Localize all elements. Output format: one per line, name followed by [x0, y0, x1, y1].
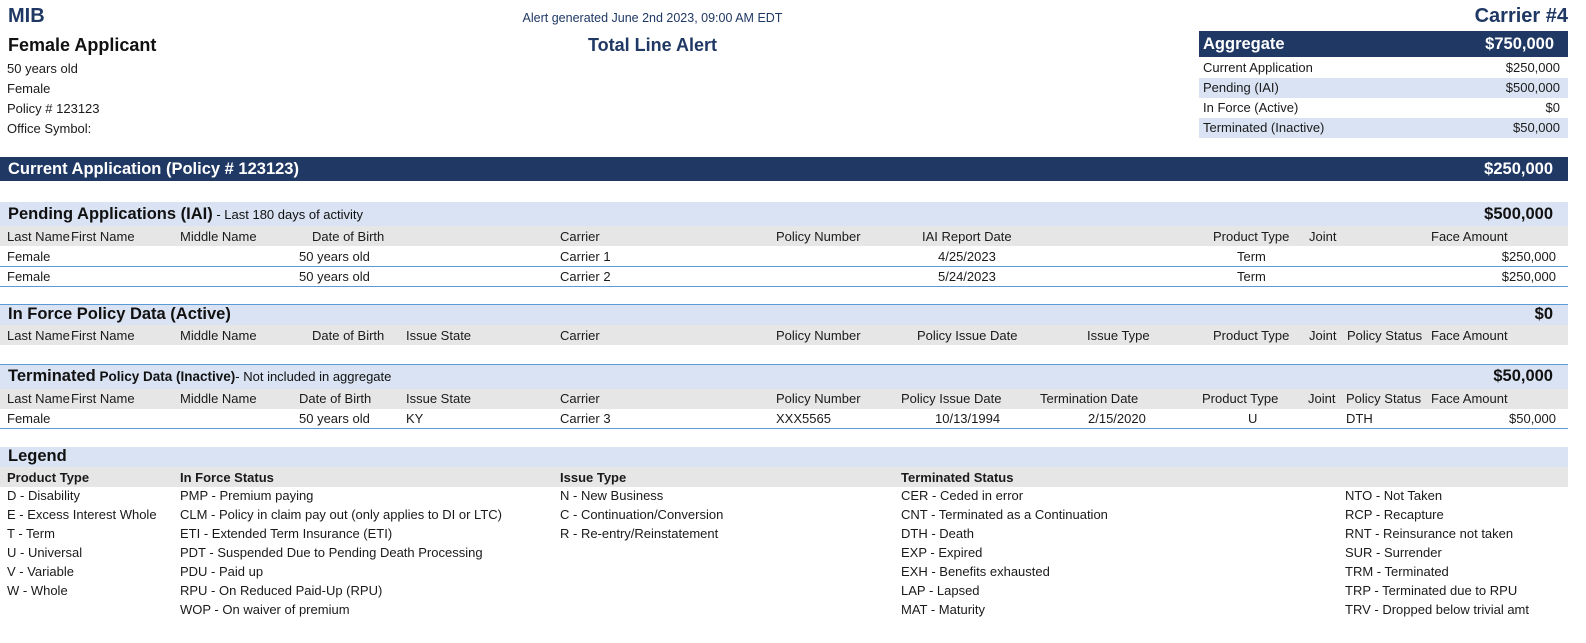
cell-carrier: Carrier 2 [560, 269, 611, 284]
col-issue-type: Issue Type [1087, 328, 1150, 343]
terminated-title-mid: Policy Data (Inactive) [95, 369, 236, 384]
col-dob: Date of Birth [312, 328, 385, 343]
col-termination-date: Termination Date [1040, 391, 1139, 406]
col-iai-report-date: IAI Report Date [922, 229, 1012, 244]
legend-item: TRV - Dropped below trivial amt [1345, 602, 1529, 617]
col-product-type: Product Type [1213, 328, 1290, 343]
applicant-policy: Policy # 123123 [7, 101, 100, 116]
in-force-section-bar [0, 305, 1568, 325]
cell-policy-status: DTH [1346, 411, 1373, 426]
pending-section-title [8, 205, 363, 224]
legend-item: N - New Business [560, 488, 664, 503]
legend-item: CNT - Terminated as a Continuation [901, 507, 1108, 522]
col-middle-name: Middle Name [180, 391, 257, 406]
table-row [0, 246, 1568, 266]
cell-termination-date: 2/15/2020 [1088, 411, 1146, 426]
legend-heading-product-type: Product Type [7, 470, 90, 485]
col-middle-name: Middle Name [180, 229, 257, 244]
col-carrier: Carrier [560, 229, 600, 244]
legend-item: R - Re-entry/Reinstatement [560, 526, 719, 541]
cell-face-amount: $50,000 [1509, 411, 1556, 426]
legend-item: NTO - Not Taken [1345, 488, 1443, 503]
legend-item: D - Disability [7, 488, 80, 503]
pending-amount: $500,000 [1484, 205, 1553, 223]
aggregate-row-label: Terminated (Inactive) [1203, 120, 1325, 135]
aggregate-header [1199, 31, 1568, 57]
legend-item: WOP - On waiver of premium [180, 602, 350, 617]
col-policy-issue-date: Policy Issue Date [917, 328, 1018, 343]
legend-heading-issue-type: Issue Type [560, 470, 627, 485]
brand-logo-text: MIB [8, 5, 45, 27]
cell-dob: 50 years old [299, 269, 370, 284]
col-issue-state: Issue State [406, 328, 472, 343]
terminated-subtitle: - Not included in aggregate [235, 369, 392, 384]
aggregate-row-value: $0 [1545, 100, 1560, 115]
cell-carrier: Carrier 1 [560, 249, 611, 264]
col-joint: Joint [1309, 229, 1337, 244]
legend-item: MAT - Maturity [901, 602, 986, 617]
aggregate-row [1199, 118, 1568, 138]
aggregate-row-value: $250,000 [1505, 60, 1560, 75]
col-first-name: First Name [71, 328, 135, 343]
col-joint: Joint [1309, 328, 1337, 343]
cell-face-amount: $250,000 [1501, 249, 1556, 264]
col-product-type: Product Type [1202, 391, 1279, 406]
aggregate-row-label: In Force (Active) [1203, 100, 1299, 115]
col-policy-number: Policy Number [776, 328, 861, 343]
applicant-office-symbol: Office Symbol: [7, 121, 92, 136]
col-face-amount: Face Amount [1431, 229, 1508, 244]
cell-dob: 50 years old [299, 411, 370, 426]
terminated-column-headers [0, 389, 1568, 409]
legend-item: TRM - Terminated [1345, 564, 1449, 579]
col-policy-status: Policy Status [1347, 328, 1423, 343]
cell-product-type: Term [1237, 269, 1266, 284]
legend-item: TRP - Terminated due to RPU [1345, 583, 1518, 598]
pending-column-headers [0, 226, 1568, 246]
cell-policy-issue-date: 10/13/1994 [935, 411, 1001, 426]
col-policy-number: Policy Number [776, 391, 861, 406]
col-last-name: Last Name [7, 229, 70, 244]
col-first-name: First Name [71, 391, 135, 406]
col-dob: Date of Birth [312, 229, 385, 244]
legend-item: PDU - Paid up [180, 564, 264, 579]
aggregate-row [1199, 58, 1568, 78]
legend-headings [0, 467, 1568, 487]
alert-generated-note: Alert generated June 2nd 2023, 09:00 AM EDT [522, 11, 783, 25]
legend-title: Legend [8, 447, 67, 465]
cell-last-name: Female [7, 411, 51, 426]
legend-item: SUR - Surrender [1345, 545, 1442, 560]
aggregate-row-value: $500,000 [1505, 80, 1560, 95]
aggregate-row-value: $50,000 [1513, 120, 1560, 135]
cell-issue-state: KY [406, 411, 424, 426]
col-face-amount: Face Amount [1431, 328, 1508, 343]
col-carrier: Carrier [560, 391, 600, 406]
cell-dob: 50 years old [299, 249, 370, 264]
aggregate-row [1199, 98, 1568, 118]
legend-item: RCP - Recapture [1345, 507, 1444, 522]
legend-item: DTH - Death [901, 526, 974, 541]
legend-item: C - Continuation/Conversion [560, 507, 724, 522]
applicant-title: Female Applicant [8, 35, 157, 55]
legend-item: T - Term [7, 526, 55, 541]
aggregate-row-label: Pending (IAI) [1203, 80, 1279, 95]
legend-heading-terminated-status: Terminated Status [901, 470, 1014, 485]
row-divider [0, 428, 1568, 429]
col-policy-number: Policy Number [776, 229, 861, 244]
col-policy-issue-date: Policy Issue Date [901, 391, 1002, 406]
cell-iai-date: 5/24/2023 [938, 269, 996, 284]
legend-heading-in-force-status: In Force Status [180, 470, 274, 485]
carrier-name: Carrier #4 [1474, 5, 1568, 27]
legend-item: EXH - Benefits exhausted [901, 564, 1050, 579]
legend-item: EXP - Expired [901, 545, 983, 560]
col-policy-status: Policy Status [1346, 391, 1422, 406]
legend-item: U - Universal [7, 545, 83, 560]
col-last-name: Last Name [7, 328, 70, 343]
cell-last-name: Female [7, 269, 51, 284]
current-application-amount: $250,000 [1484, 160, 1553, 178]
terminated-title-text: Terminated [8, 367, 96, 385]
pending-subtitle: - Last 180 days of activity [212, 207, 364, 222]
legend-item: CLM - Policy in claim pay out (only applies to DI or LTC) [180, 507, 502, 522]
legend-bar [0, 447, 1568, 467]
applicant-age: 50 years old [7, 61, 78, 76]
applicant-gender: Female [7, 81, 51, 96]
legend-item: PMP - Premium paying [180, 488, 314, 503]
table-row [0, 266, 1568, 286]
legend-item: RNT - Reinsurance not taken [1345, 526, 1514, 541]
cell-product-type: U [1248, 411, 1258, 426]
col-middle-name: Middle Name [180, 328, 257, 343]
pending-title-text: Pending Applications (IAI) [8, 205, 213, 223]
current-application-title: Current Application (Policy # 123123) [8, 160, 299, 178]
aggregate-total: $750,000 [1485, 35, 1554, 53]
terminated-section-bar [0, 365, 1568, 389]
legend-item: PDT - Suspended Due to Pending Death Processing [180, 545, 483, 560]
aggregate-row [1199, 78, 1568, 98]
col-joint: Joint [1308, 391, 1336, 406]
col-face-amount: Face Amount [1431, 391, 1508, 406]
cell-product-type: Term [1237, 249, 1266, 264]
col-issue-state: Issue State [406, 391, 472, 406]
legend-item: W - Whole [7, 583, 68, 598]
legend-item: CER - Ceded in error [901, 488, 1024, 503]
cell-face-amount: $250,000 [1501, 269, 1556, 284]
legend-item: RPU - On Reduced Paid-Up (RPU) [180, 583, 383, 598]
aggregate-label: Aggregate [1203, 35, 1285, 53]
legend-item: E - Excess Interest Whole [7, 507, 157, 522]
col-last-name: Last Name [7, 391, 70, 406]
cell-last-name: Female [7, 249, 51, 264]
current-application-bar [0, 157, 1568, 181]
terminated-amount: $50,000 [1493, 367, 1553, 385]
in-force-amount: $0 [1534, 305, 1553, 323]
cell-carrier: Carrier 3 [560, 411, 611, 426]
terminated-section-title [8, 367, 391, 386]
cell-policy-number: XXX5565 [776, 411, 831, 426]
cell-iai-date: 4/25/2023 [938, 249, 996, 264]
col-first-name: First Name [71, 229, 135, 244]
legend-item: ETI - Extended Term Insurance (ETI) [180, 526, 393, 541]
alert-title: Total Line Alert [587, 35, 717, 55]
pending-section-bar [0, 202, 1568, 226]
col-dob: Date of Birth [299, 391, 372, 406]
in-force-column-headers [0, 325, 1568, 345]
legend-item: LAP - Lapsed [901, 583, 980, 598]
table-row [0, 409, 1568, 428]
aggregate-row-label: Current Application [1203, 60, 1313, 75]
legend-item: V - Variable [7, 564, 74, 579]
col-carrier: Carrier [560, 328, 600, 343]
in-force-title: In Force Policy Data (Active) [8, 305, 231, 323]
col-product-type: Product Type [1213, 229, 1290, 244]
row-divider [0, 286, 1568, 287]
